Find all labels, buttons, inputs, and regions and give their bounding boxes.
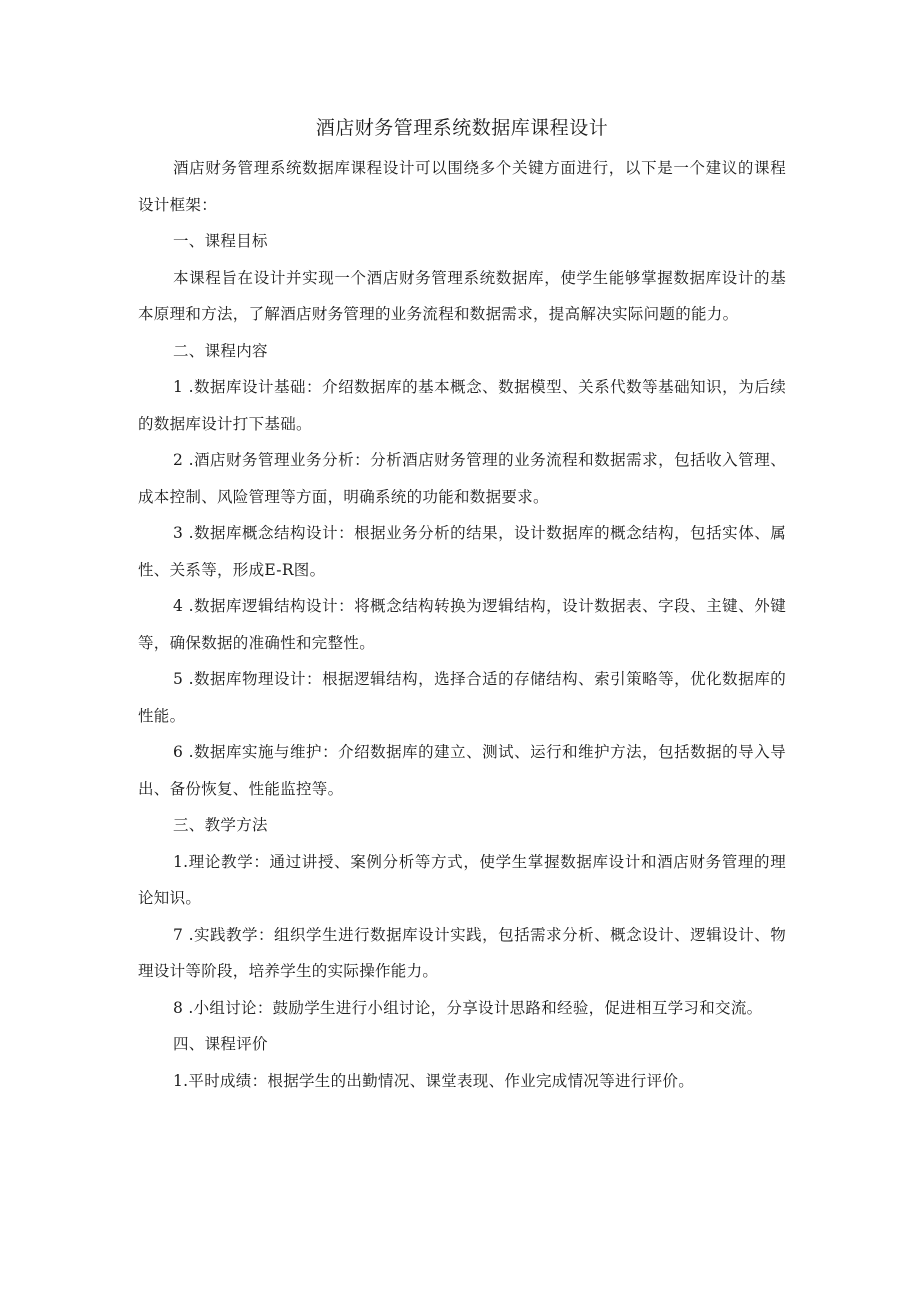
section-heading-evaluation: 四、课程评价 (173, 1035, 268, 1053)
section-heading-methods: 三、教学方法 (173, 816, 268, 834)
content-item-1: 1 .数据库设计基础：介绍数据库的基本概念、数据模型、关系代数等基础知识，为后续的数据库设计打下基础。 (138, 378, 786, 433)
section-heading-content: 二、课程内容 (173, 341, 268, 360)
content-item-5: 5 .数据库物理设计：根据逻辑结构，选择合适的存储结构、索引策略等，优化数据库的性能。 (138, 670, 786, 725)
methods-item-8: 8 .小组讨论：鼓励学生进行小组讨论，分享设计思路和经验，促进相互学习和交流。 (173, 998, 763, 1017)
document-page (138, 112, 786, 1099)
content-item-4: 4 .数据库逻辑结构设计：将概念结构转换为逻辑结构，设计数据表、字段、主键、外键等，确保数据的准确性和完整性。 (138, 597, 786, 652)
methods-item-7: 7 .实践教学：组织学生进行数据库设计实践，包括需求分析、概念设计、逻辑设计、物理设计等阶段，培养学生的实际操作能力。 (138, 925, 786, 980)
document-title: 酒店财务管理系统数据库课程设计 (315, 117, 609, 139)
methods-item-1: 1.理论教学：通过讲授、案例分析等方式，使学生掌握数据库设计和酒店财务管理的理论知识。 (138, 852, 786, 907)
content-item-3: 3 .数据库概念结构设计：根据业务分析的结果，设计数据库的概念结构，包括实体、属性、关系等，形成E-R图。 (138, 524, 786, 579)
goals-paragraph: 本课程旨在设计并实现一个酒店财务管理系统数据库，使学生能够掌握数据库设计的基本原理和方法，了解酒店财务管理的业务流程和数据需求，提高解决实际问题的能力。 (138, 268, 786, 323)
content-item-6: 6 .数据库实施与维护：介绍数据库的建立、测试、运行和维护方法，包括数据的导入导出、备份恢复、性能监控等。 (138, 743, 786, 798)
section-heading-goals: 一、课程目标 (173, 232, 268, 250)
intro-paragraph: 酒店财务管理系统数据库课程设计可以围绕多个关键方面进行，以下是一个建议的课程设计框架： (138, 159, 786, 214)
evaluation-item-1: 1.平时成绩：根据学生的出勤情况、课堂表现、作业完成情况等进行评价。 (173, 1071, 694, 1090)
content-item-2: 2 .酒店财务管理业务分析：分析酒店财务管理的业务流程和数据需求，包括收入管理、成本控制、风险管理等方面，明确系统的功能和数据要求。 (138, 451, 786, 506)
